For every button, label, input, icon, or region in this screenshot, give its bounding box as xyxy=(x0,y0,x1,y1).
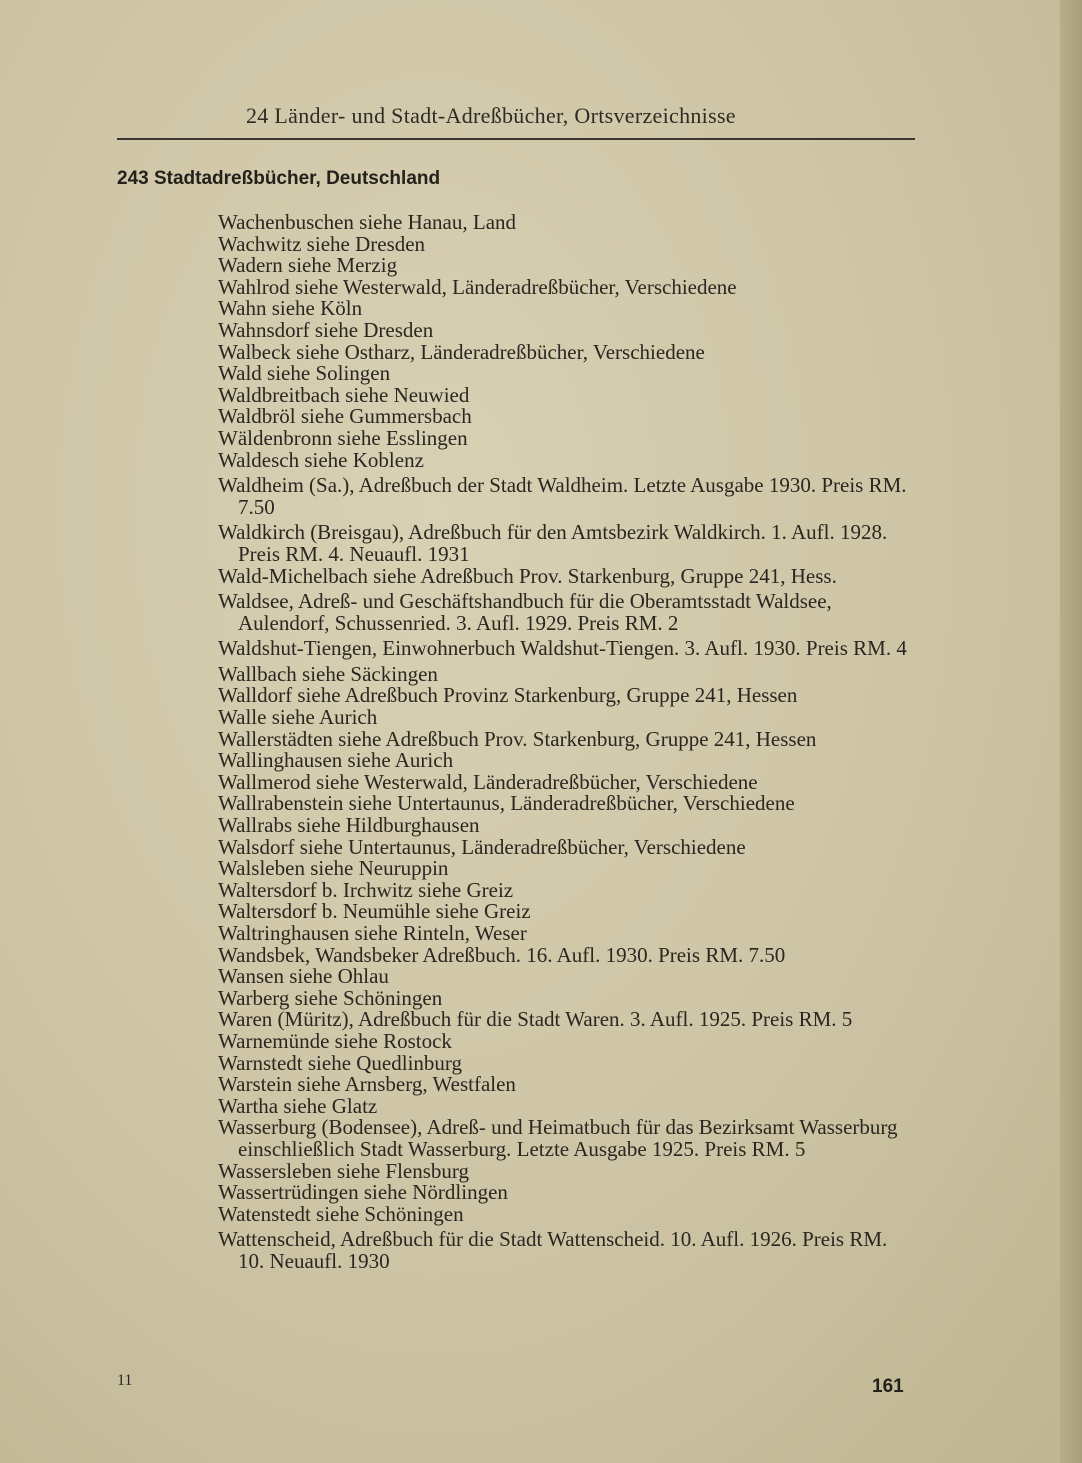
list-item: Walsdorf siehe Untertaunus, Länderadreßbücher, Verschiedene xyxy=(218,834,746,859)
list-item: Wachenbuschen siehe Hanau, Land xyxy=(218,210,517,234)
entry-list xyxy=(218,212,912,1273)
list-item: Wattenscheid, Adreßbuch für die Stadt Wattenscheid. 10. Aufl. 1926. Preis RM. 10. Neuaufl. 1930 xyxy=(218,1227,888,1273)
list-item: Waldbröl siehe Gummersbach xyxy=(218,404,472,429)
list-item: Waldsee, Adreß- und Geschäftshandbuch für die Oberamtsstadt Waldsee, Aulendorf, Schussenried. 3. Aufl. 1929. Preis RM. 2 xyxy=(218,589,832,635)
list-item: Waldshut-Tiengen, Einwohnerbuch Waldshut-Tiengen. 3. Aufl. 1930. Preis RM. 4 xyxy=(218,636,907,661)
list-item: Walldorf siehe Adreßbuch Provinz Starkenburg, Gruppe 241, Hessen xyxy=(218,683,798,708)
list-item: Warstein siehe Arnsberg, Westfalen xyxy=(218,1072,516,1097)
list-item: Wansen siehe Ohlau xyxy=(218,964,389,989)
list-item: Wahnsdorf siehe Dresden xyxy=(218,317,434,342)
list-item: Wassersleben siehe Flensburg xyxy=(218,1158,470,1183)
list-item: Wallmerod siehe Westerwald, Länderadreßbücher, Verschiedene xyxy=(218,769,758,794)
list-item: Wald siehe Solingen xyxy=(218,361,391,386)
list-item: Waltersdorf b. Irchwitz siehe Greiz xyxy=(218,877,514,902)
list-item: Waltringhausen siehe Rinteln, Weser xyxy=(218,921,527,945)
header-rule xyxy=(117,138,915,140)
list-item: Walbeck siehe Ostharz, Länderadreßbücher, Verschiedene xyxy=(218,339,705,364)
list-item: Waldesch siehe Koblenz xyxy=(218,447,424,472)
list-item: Waldheim (Sa.), Adreßbuch der Stadt Waldheim. Letzte Ausgabe 1930. Preis RM. 7.50 xyxy=(218,473,907,519)
list-item: Waldbreitbach siehe Neuwied xyxy=(218,382,470,407)
list-item: Watenstedt siehe Schöningen xyxy=(218,1201,464,1226)
list-item: Walle siehe Aurich xyxy=(218,705,378,730)
running-head: 24 Länder- und Stadt-Adreßbücher, Ortsverzeichnisse xyxy=(246,103,736,128)
list-item: Wadern siehe Merzig xyxy=(218,253,398,278)
section-title: 243 Stadtadreßbücher, Deutschland xyxy=(117,168,441,189)
list-item: Wachwitz siehe Dresden xyxy=(218,231,426,256)
list-item: Wallrabenstein siehe Untertaunus, Länderadreßbücher, Verschiedene xyxy=(218,791,795,816)
list-item: Wasserburg (Bodensee), Adreß- und Heimatbuch für das Bezirksamt Wasserburg einschließlich Stadt Wasserburg. Letzte Ausgabe 1925. Preis RM. 5 xyxy=(218,1115,898,1161)
list-item: Wald-Michelbach siehe Adreßbuch Prov. Starkenburg, Gruppe 241, Hess. xyxy=(218,563,837,588)
list-item: Warnemünde siehe Rostock xyxy=(218,1028,452,1053)
list-item: Wallerstädten siehe Adreßbuch Prov. Starkenburg, Gruppe 241, Hessen xyxy=(218,726,817,751)
list-item: Waltersdorf b. Neumühle siehe Greiz xyxy=(218,899,531,924)
list-item: Wallrabs siehe Hildburghausen xyxy=(218,813,480,838)
list-item: Wallbach siehe Säckingen xyxy=(218,661,438,686)
list-item: Waldkirch (Breisgau), Adreßbuch für den Amtsbezirk Waldkirch. 1. Aufl. 1928. Preis RM. 4. Neuaufl. 1931 xyxy=(218,520,888,566)
list-item: Walsleben siehe Neuruppin xyxy=(218,856,449,881)
list-item: Wahn siehe Köln xyxy=(218,296,363,321)
list-item: Wäldenbronn siehe Esslingen xyxy=(218,425,468,450)
page-edge xyxy=(1060,0,1082,1463)
list-item: Waren (Müritz), Adreßbuch für die Stadt Waren. 3. Aufl. 1925. Preis RM. 5 xyxy=(218,1007,853,1032)
signature-mark: 11 xyxy=(117,1372,133,1389)
page-number: 161 xyxy=(872,1376,904,1397)
list-item: Wallinghausen siehe Aurich xyxy=(218,748,454,773)
list-item: Wassertrüdingen siehe Nördlingen xyxy=(218,1180,508,1205)
list-item: Warnstedt siehe Quedlinburg xyxy=(218,1050,463,1075)
list-item: Wahlrod siehe Westerwald, Länderadreßbücher, Verschiedene xyxy=(218,274,737,299)
list-item: Warberg siehe Schöningen xyxy=(218,985,443,1010)
list-item: Wartha siehe Glatz xyxy=(218,1093,378,1118)
list-item: Wandsbek, Wandsbeker Adreßbuch. 16. Aufl. 1930. Preis RM. 7.50 xyxy=(218,942,786,967)
